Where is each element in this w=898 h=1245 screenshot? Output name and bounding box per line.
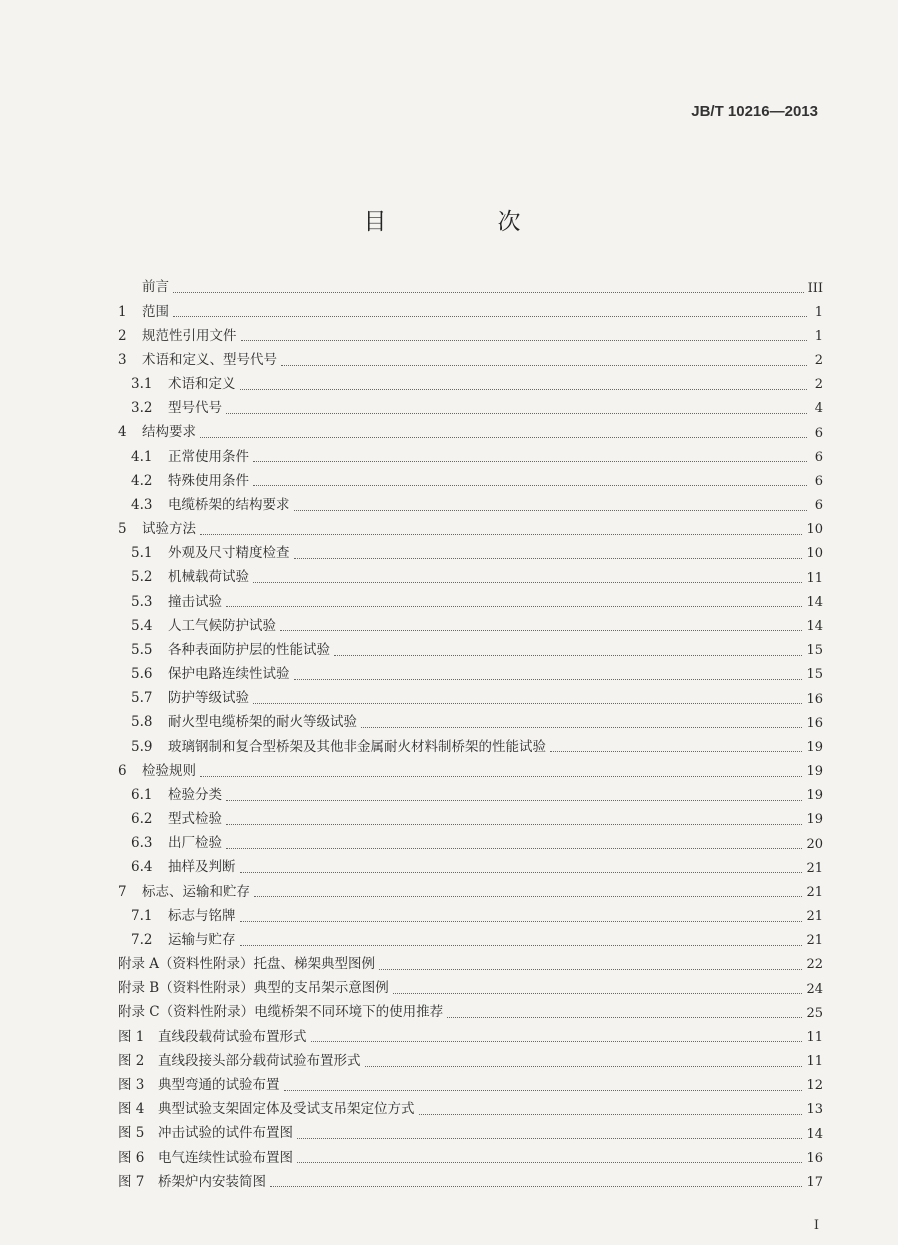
toc-entry-title: 各种表面防护层的性能试验: [168, 641, 330, 658]
toc-entry[interactable]: [118, 687, 823, 711]
toc-entry-number: 6.1: [131, 786, 153, 803]
toc-entry-page: 14: [806, 618, 823, 634]
toc-entry-title: 正常使用条件: [168, 448, 249, 465]
toc-entry-page: 11: [806, 570, 823, 586]
toc-entry-page: 22: [806, 957, 823, 973]
toc-entry-number: 5.1: [131, 545, 153, 562]
toc-entry-title: 附录 B（资料性附录）典型的支吊架示意图例: [118, 980, 389, 997]
toc-entry-title: 检验规则: [142, 762, 196, 779]
toc-entry-page: 25: [806, 1005, 823, 1021]
toc-entry[interactable]: [118, 590, 823, 614]
toc-entry-title: 电缆桥架的结构要求: [168, 496, 290, 513]
toc-entry[interactable]: [118, 929, 823, 953]
page-number: I: [813, 1218, 819, 1233]
toc-entry-number: 图 5: [118, 1125, 145, 1142]
toc-entry-number: 4.3: [131, 496, 153, 513]
toc-leader-dots: [226, 847, 802, 849]
toc-leader-dots: [365, 1065, 803, 1067]
toc-entry-title: 机械载荷试验: [168, 569, 249, 586]
toc-entry-number: 图 4: [118, 1101, 145, 1118]
toc-entry-title: 运输与贮存: [168, 931, 236, 948]
toc-leader-dots: [253, 460, 807, 462]
toc-entry-number: 4: [118, 424, 127, 441]
toc-entry[interactable]: [118, 614, 823, 638]
toc-entry-title: 型式检验: [168, 811, 222, 828]
toc-entry-title: 试验方法: [142, 521, 196, 538]
toc-entry-title: 撞击试验: [168, 593, 222, 610]
toc-entry-title: 保护电路连续性试验: [168, 666, 290, 683]
toc-entry-title: 出厂检验: [168, 835, 222, 852]
page-title: 目 次: [363, 209, 565, 235]
toc-entry-page: 16: [806, 691, 823, 707]
toc-entry-title: 范围: [142, 303, 169, 320]
toc-leader-dots: [253, 581, 802, 583]
toc-entry-page: 19: [806, 764, 823, 780]
toc-entry[interactable]: [118, 1146, 823, 1170]
toc-entry[interactable]: [118, 518, 823, 542]
toc-entry-number: 6: [118, 762, 127, 779]
toc-entry[interactable]: [118, 421, 823, 445]
toc-entry-number: 5.4: [131, 617, 153, 634]
toc-entry-number: 5: [118, 521, 127, 538]
toc-entry-title: 规范性引用文件: [142, 327, 237, 344]
toc-entry-number: 7.2: [131, 931, 153, 948]
toc-entry-number: 图 7: [118, 1173, 145, 1190]
toc-leader-dots: [253, 702, 802, 704]
toc-entry-page: 24: [806, 981, 823, 997]
toc-entry[interactable]: [118, 808, 823, 832]
toc-entry-page: 12: [806, 1078, 823, 1094]
toc-entry-title: 前言: [142, 279, 169, 296]
toc-entry[interactable]: [118, 1001, 823, 1025]
toc-leader-dots: [254, 895, 802, 897]
toc-entry[interactable]: [118, 1025, 823, 1049]
toc-entry-number: 7: [118, 883, 127, 900]
toc-entry[interactable]: [118, 324, 823, 348]
toc-entry-page: 2: [814, 377, 823, 393]
toc-leader-dots: [226, 412, 807, 414]
toc-entry[interactable]: [118, 445, 823, 469]
toc-entry-number: 4.2: [131, 472, 153, 489]
toc-entry[interactable]: [118, 1122, 823, 1146]
toc-entry-page: 15: [806, 643, 823, 659]
toc-entry-title: 附录 C（资料性附录）电缆桥架不同环境下的使用推荐: [118, 1004, 444, 1021]
toc-entry[interactable]: [118, 832, 823, 856]
toc-entry[interactable]: [118, 300, 823, 324]
toc-leader-dots: [226, 605, 802, 607]
toc-entry-number: 3.1: [131, 376, 153, 393]
toc-entry-page: 17: [806, 1174, 823, 1190]
toc-leader-dots: [241, 339, 808, 341]
toc-entry-number: 5.2: [131, 569, 153, 586]
toc-leader-dots: [284, 1089, 803, 1091]
toc-leader-dots: [173, 315, 807, 317]
toc-entry-title: 耐火型电缆桥架的耐火等级试验: [168, 714, 357, 731]
toc-entry-number: 5.5: [131, 641, 153, 658]
toc-entry-title: 结构要求: [142, 424, 196, 441]
table-of-contents: [118, 276, 823, 1195]
toc-leader-dots: [173, 291, 804, 293]
toc-entry[interactable]: [118, 735, 823, 759]
toc-entry-number: 3: [118, 351, 127, 368]
toc-entry-page: 6: [814, 449, 823, 465]
toc-entry-page: 16: [806, 715, 823, 731]
toc-entry[interactable]: [118, 880, 823, 904]
toc-leader-dots: [240, 920, 803, 922]
toc-entry-number: 5.9: [131, 738, 153, 755]
toc-entry-number: 图 3: [118, 1077, 145, 1093]
toc-entry[interactable]: [118, 1098, 823, 1122]
toc-entry-title: 冲击试验的试件布置图: [158, 1125, 293, 1142]
toc-entry-number: 6.4: [131, 859, 153, 876]
toc-entry-title: 标志与铭牌: [168, 907, 236, 924]
toc-entry-page: 14: [806, 1126, 823, 1142]
toc-leader-dots: [240, 388, 808, 390]
toc-entry[interactable]: [118, 397, 823, 421]
toc-entry-page: 6: [814, 473, 823, 489]
toc-entry[interactable]: [118, 469, 823, 493]
toc-entry-number: 图 2: [118, 1052, 145, 1069]
toc-leader-dots: [447, 1016, 802, 1018]
toc-entry-number: 图 1: [118, 1028, 145, 1045]
toc-entry-page: 1: [814, 304, 823, 320]
toc-entry[interactable]: [118, 977, 823, 1001]
toc-entry-title: 附录 A（资料性附录）托盘、梯架典型图例: [118, 956, 376, 973]
toc-leader-dots: [361, 726, 802, 728]
toc-entry-number: 1: [118, 303, 127, 320]
toc-entry-title: 外观及尺寸精度检查: [168, 545, 290, 562]
toc-leader-dots: [550, 750, 802, 752]
toc-entry-title: 典型弯通的试验布置: [158, 1077, 280, 1093]
toc-entry-page: 19: [806, 739, 823, 755]
toc-entry[interactable]: [118, 639, 823, 663]
toc-entry[interactable]: [118, 494, 823, 518]
toc-leader-dots: [297, 1161, 802, 1163]
toc-entry-page: 19: [806, 812, 823, 828]
toc-leader-dots: [297, 1137, 802, 1139]
toc-leader-dots: [393, 992, 803, 994]
standard-number: JB/T 10216—2013: [691, 103, 818, 120]
toc-entry-page: 21: [806, 909, 823, 925]
toc-entry-page: 20: [806, 836, 823, 852]
toc-entry-title: 直线段接头部分载荷试验布置形式: [158, 1052, 361, 1069]
toc-entry[interactable]: [118, 373, 823, 397]
toc-entry-title: 特殊使用条件: [168, 472, 249, 489]
toc-entry-number: 图 6: [118, 1149, 145, 1166]
toc-entry-page: 2: [814, 353, 823, 369]
toc-entry-page: 19: [806, 788, 823, 804]
toc-entry-page: 13: [806, 1102, 823, 1118]
toc-leader-dots: [240, 944, 803, 946]
toc-leader-dots: [294, 678, 803, 680]
toc-entry[interactable]: [118, 759, 823, 783]
toc-leader-dots: [200, 436, 807, 438]
toc-entry[interactable]: [118, 711, 823, 735]
toc-entry-title: 人工气候防护试验: [168, 617, 276, 634]
toc-entry[interactable]: [118, 784, 823, 808]
toc-entry[interactable]: [118, 1170, 823, 1194]
toc-entry-number: 2: [118, 327, 127, 344]
toc-entry-page: 21: [806, 860, 823, 876]
toc-leader-dots: [281, 364, 807, 366]
toc-leader-dots: [270, 1185, 802, 1187]
toc-entry[interactable]: [118, 904, 823, 928]
toc-leader-dots: [226, 799, 802, 801]
toc-entry[interactable]: [118, 349, 823, 373]
toc-entry-number: 6.3: [131, 835, 153, 852]
toc-leader-dots: [200, 775, 802, 777]
toc-entry-number: 7.1: [131, 907, 153, 924]
toc-entry-page: 10: [806, 546, 823, 562]
toc-entry-number: 5.6: [131, 666, 153, 683]
toc-leader-dots: [311, 1040, 803, 1042]
toc-entry-title: 玻璃钢制和复合型桥架及其他非金属耐火材料制桥架的性能试验: [168, 738, 546, 755]
toc-entry-title: 电气连续性试验布置图: [158, 1149, 293, 1166]
toc-entry[interactable]: [118, 663, 823, 687]
toc-entry-page: 10: [806, 522, 823, 538]
toc-entry-title: 术语和定义、型号代号: [142, 351, 277, 368]
toc-entry-title: 型号代号: [168, 400, 222, 417]
toc-entry-title: 标志、运输和贮存: [142, 883, 250, 900]
toc-entry-page: 16: [806, 1150, 823, 1166]
toc-leader-dots: [294, 557, 803, 559]
toc-entry-page: 1: [814, 328, 823, 344]
toc-entry-title: 直线段载荷试验布置形式: [158, 1028, 307, 1045]
toc-leader-dots: [200, 533, 802, 535]
toc-leader-dots: [294, 509, 808, 511]
toc-entry[interactable]: [118, 566, 823, 590]
toc-leader-dots: [379, 968, 802, 970]
toc-entry[interactable]: [118, 1050, 823, 1074]
toc-entry-number: 5.8: [131, 714, 153, 731]
toc-entry-title: 典型试验支架固定体及受试支吊架定位方式: [158, 1101, 415, 1118]
toc-entry-page: 6: [814, 498, 823, 514]
toc-entry-number: 6.2: [131, 811, 153, 828]
toc-entry-page: 6: [814, 425, 823, 441]
toc-entry-page: 15: [806, 667, 823, 683]
toc-entry[interactable]: [118, 276, 823, 300]
toc-entry-number: 5.3: [131, 593, 153, 610]
toc-leader-dots: [240, 871, 803, 873]
toc-leader-dots: [419, 1113, 803, 1115]
toc-entry-title: 桥架炉内安装简图: [158, 1173, 266, 1190]
toc-entry-page: 21: [806, 933, 823, 949]
toc-leader-dots: [253, 484, 807, 486]
toc-leader-dots: [280, 629, 802, 631]
toc-entry-title: 检验分类: [168, 786, 222, 803]
toc-entry-page: 11: [806, 1029, 823, 1045]
toc-entry-number: 5.7: [131, 690, 153, 707]
toc-entry[interactable]: [118, 542, 823, 566]
toc-entry-title: 术语和定义: [168, 376, 236, 393]
toc-entry-page: 21: [806, 884, 823, 900]
toc-entry-title: 防护等级试验: [168, 690, 249, 707]
toc-entry[interactable]: [118, 856, 823, 880]
toc-entry-number: 3.2: [131, 400, 153, 417]
toc-entry-title: 抽样及判断: [168, 859, 236, 876]
toc-entry-page: 14: [806, 594, 823, 610]
toc-entry-page: III: [807, 280, 823, 296]
toc-entry-page: 11: [806, 1054, 823, 1070]
toc-entry-page: 4: [814, 401, 823, 417]
toc-entry-number: 4.1: [131, 448, 153, 465]
toc-entry[interactable]: [118, 953, 823, 977]
toc-leader-dots: [334, 654, 802, 656]
toc-entry[interactable]: [118, 1074, 823, 1098]
toc-leader-dots: [226, 823, 802, 825]
